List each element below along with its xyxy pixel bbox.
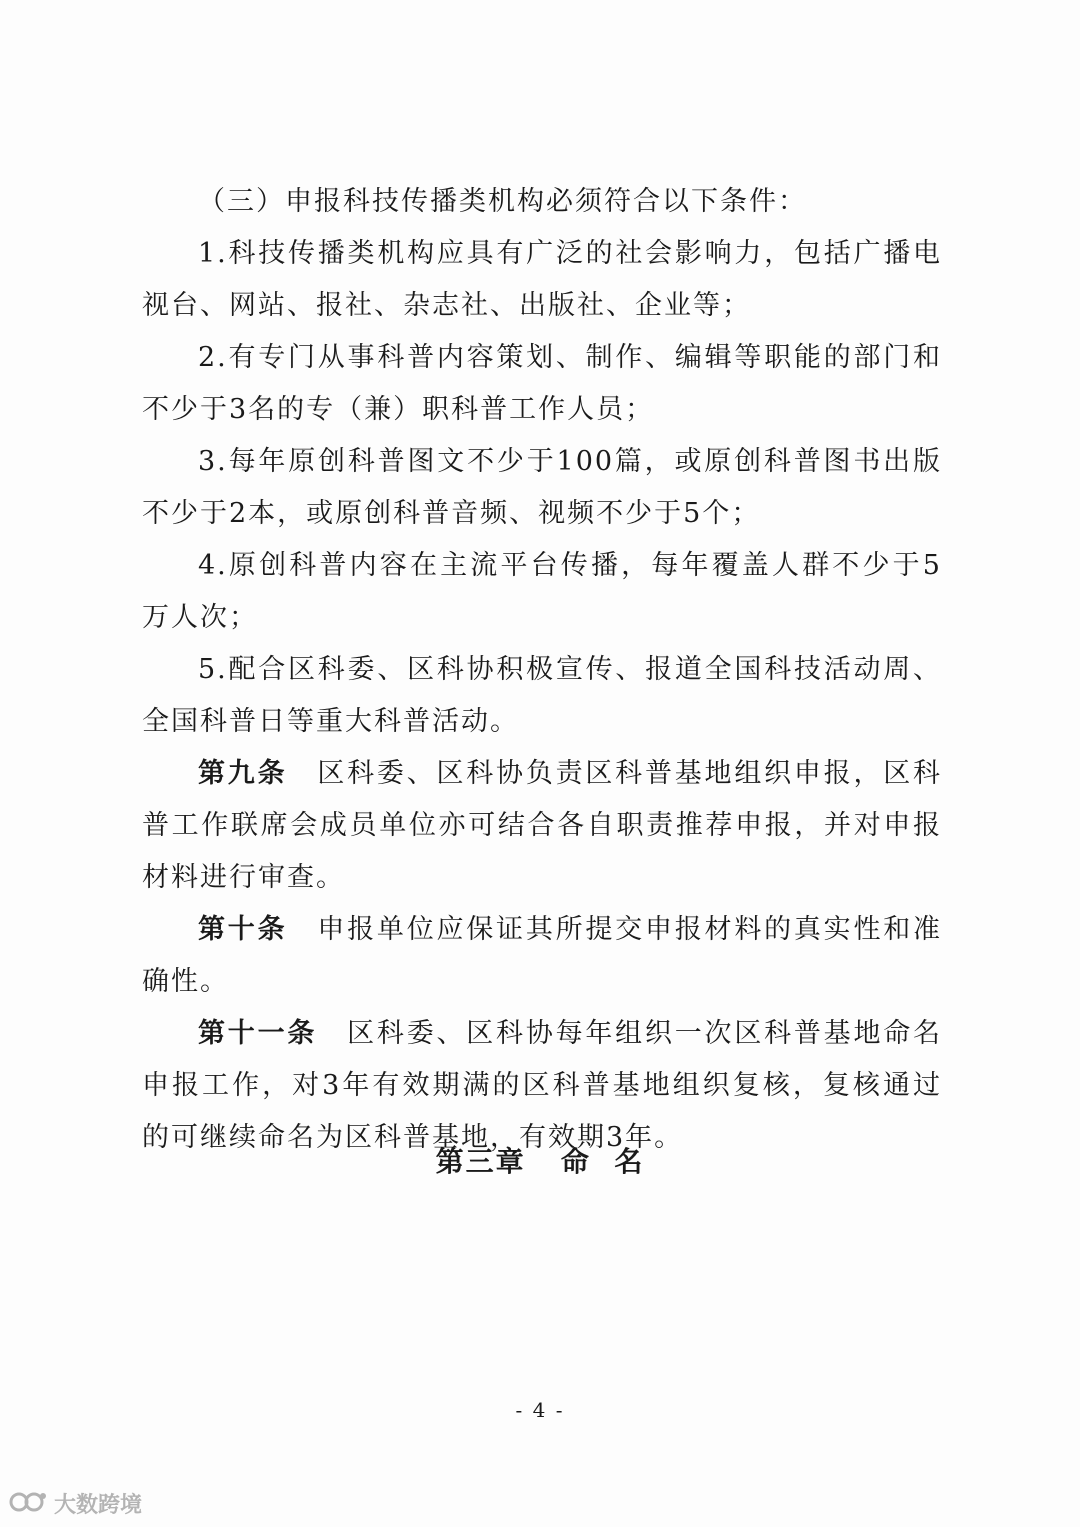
article-10 — [142, 904, 942, 1008]
brand-logo-icon — [8, 1490, 48, 1518]
paragraph-criteria-heading — [142, 176, 942, 228]
article-text: 申报单位应保证其所提交申报材料的真实性和准确性。 — [142, 914, 943, 997]
article-heading: 第十一条 — [198, 1018, 318, 1049]
paragraph-item-3 — [142, 436, 942, 540]
article-heading: 第十条 — [198, 914, 288, 945]
paragraph-text: 5.配合区科委、区科协积极宣传、报道全国科技活动周、全国科普日等重大科普活动。 — [142, 654, 942, 737]
paragraph-text: 4.原创科普内容在主流平台传播，每年覆盖人群不少于5万人次； — [142, 550, 942, 633]
paragraph-text: 2.有专门从事科普内容策划、制作、编辑等职能的部门和不少于3名的专（兼）职科普工作人员； — [142, 342, 942, 425]
document-body — [142, 176, 942, 1164]
article-text: 区科委、区科协每年组织一次区科普基地命名申报工作，对3年有效期满的区科普基地组织复核，复核通过的可继续命名为区科普基地，有效期3年。 — [142, 1018, 943, 1153]
article-heading: 第九条 — [198, 758, 288, 789]
paragraph-text: 3.每年原创科普图文不少于100篇，或原创科普图书出版不少于2本，或原创科普音频、视频不少于5个； — [142, 446, 942, 529]
paragraph-item-5 — [142, 644, 942, 748]
chapter-title: 第三章 命 名 — [435, 1145, 645, 1178]
paragraph-item-2 — [142, 332, 942, 436]
article-9 — [142, 748, 942, 904]
page-number: - 4 - — [515, 1398, 565, 1422]
paragraph-item-1 — [142, 228, 942, 332]
paragraph-item-4 — [142, 540, 942, 644]
paragraph-text: （三）申报科技传播类机构必须符合以下条件： — [198, 186, 807, 217]
article-text: 区科委、区科协负责区科普基地组织申报，区科普工作联席会成员单位亦可结合各自职责推荐申报，并对申报材料进行审查。 — [142, 758, 943, 893]
watermark-text: 大数跨境 — [54, 1493, 143, 1518]
watermark — [8, 1488, 142, 1519]
paragraph-text: 1.科技传播类机构应具有广泛的社会影响力，包括广播电视台、网站、报社、杂志社、出版社、企业等； — [142, 238, 942, 321]
